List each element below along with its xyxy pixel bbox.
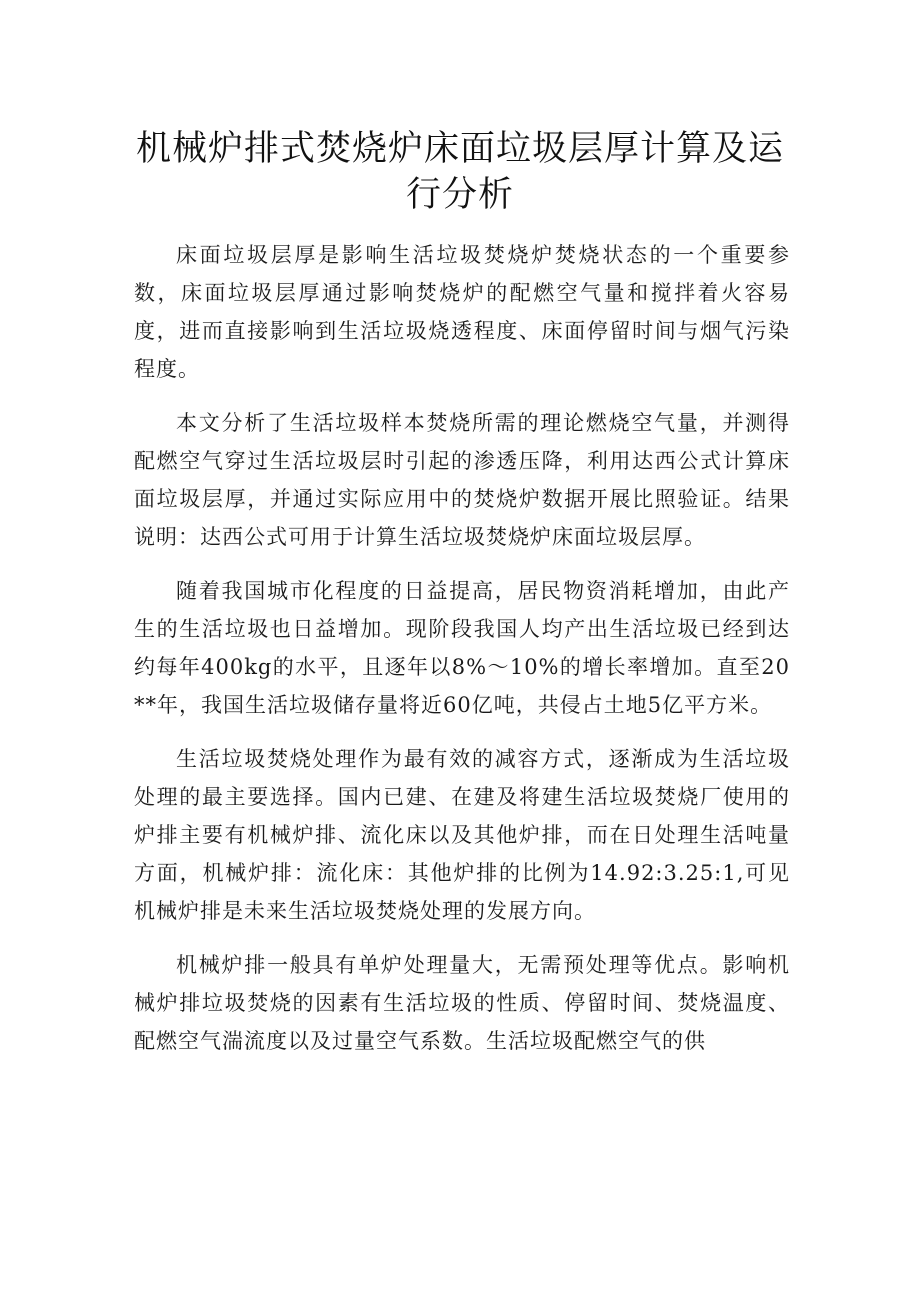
paragraph-1: 床面垃圾层厚是影响生活垃圾焚烧炉焚烧状态的一个重要参数，床面垃圾层厚通过影响焚烧炉的配燃空气量和搅拌着火容易度，进而直接影响到生活垃圾烧透程度、床面停留时间与烟气污染程度。 xyxy=(134,243,790,381)
paragraph-3: 随着我国城市化程度的日益提高，居民物资消耗增加，由此产生的生活垃圾也日益增加。现阶段我国人均产出生活垃圾已经到达约每年400kg的水平，且逐年以8%～10%的增长率增加。直至20**年，我国生活垃圾储存量将近60亿吨，共侵占土地5亿平方米。 xyxy=(134,579,790,717)
document-body xyxy=(134,236,790,1076)
paragraph-4: 生活垃圾焚烧处理作为最有效的减容方式，逐渐成为生活垃圾处理的最主要选择。国内已建、在建及将建生活垃圾焚烧厂使用的炉排主要有机械炉排、流化床以及其他炉排，而在日处理生活吨量方面，机械炉排：流化床：其他炉排的比例为14.92:3.25:1,可见机械炉排是未来生活垃圾焚烧处理的发展方向。 xyxy=(134,747,790,923)
document-title: 机械炉排式焚烧炉床面垃圾层厚计算及运行分析 xyxy=(135,129,784,215)
paragraph-5: 机械炉排一般具有单炉处理量大，无需预处理等优点。影响机械炉排垃圾焚烧的因素有生活垃圾的性质、停留时间、焚烧温度、配燃空气湍流度以及过量空气系数。生活垃圾配燃空气的供 xyxy=(134,953,790,1053)
paragraph-2: 本文分析了生活垃圾样本焚烧所需的理论燃烧空气量，并测得配燃空气穿过生活垃圾层时引起的渗透压降，利用达西公式计算床面垃圾层厚，并通过实际应用中的焚烧炉数据开展比照验证。结果说明：达西公式可用于计算生活垃圾焚烧炉床面垃圾层厚。 xyxy=(134,411,790,549)
